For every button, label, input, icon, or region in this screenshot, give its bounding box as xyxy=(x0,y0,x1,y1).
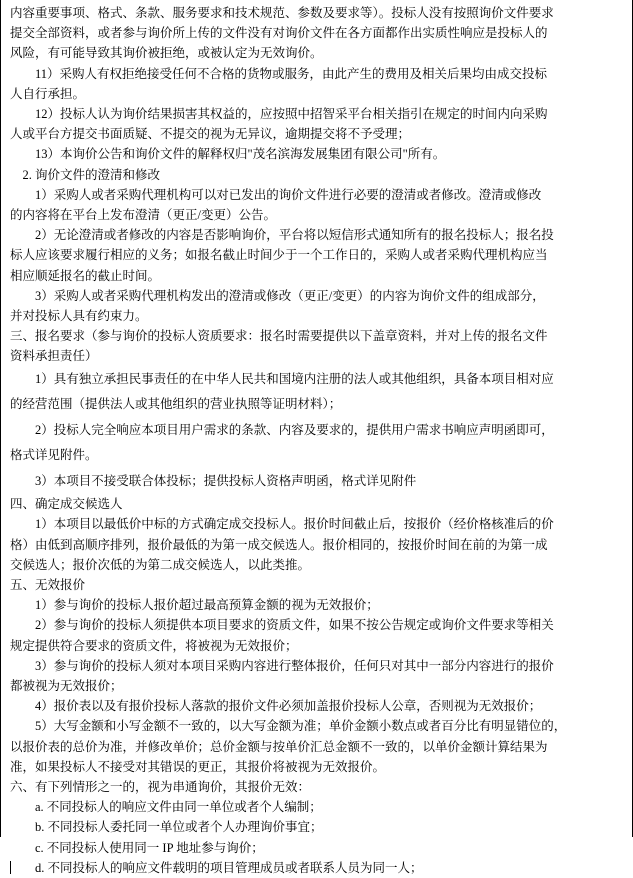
doc-line: 资料承担责任） xyxy=(10,349,98,364)
doc-line: 3）采购人或者采购代理机构发出的澄清或修改（更正/变更）的内容为询价文件的组成部分， xyxy=(10,288,545,303)
doc-line: 内容重要事项、格式、条款、服务要求和技术规范、参数及要求等）。投标人没有按照询价文件要求 xyxy=(10,6,554,20)
doc-line: 2）投标人完全响应本项目用户需求的条款、内容及要求的，提供用户需求书响应声明函即可， xyxy=(10,422,554,437)
doc-line: b. 不同投标人委托同一单位或者个人办理询价事宜； xyxy=(10,820,323,835)
doc-line-with-caret xyxy=(10,858,622,878)
doc-line: 准，如果投标人不接受对其错误的更正，其报价将被视为无效报价。 xyxy=(10,759,386,774)
doc-line: 12）投标人认为询价结果损害其权益的，应按照中招智采平台相关指引在规定的时间内向采购 xyxy=(10,107,548,122)
section-heading-5: 五、无效报价 xyxy=(10,577,86,592)
section-heading-6: 六、有下列情形之一的，视为串通询价，其报价无效： xyxy=(10,780,311,794)
doc-line: 格式详见附件。 xyxy=(10,448,98,463)
doc-line: 交候选人；报价次低的为第二成交候选人，以此类推。 xyxy=(10,557,311,572)
section-heading-4: 四、确定成交候选人 xyxy=(10,497,123,512)
doc-line: 人自行承担。 xyxy=(10,86,86,101)
doc-line: 提交全部资料，或者参与询价所上传的文件没有对询价文件在各方面都作出实质性响应是投标人的 xyxy=(10,26,548,41)
doc-line: 风险，有可能导致其询价被拒绝，或被认定为无效询价。 xyxy=(10,46,323,61)
doc-line: 5）大写金额和小写金额不一致的，以大写金额为准；单价金额小数点或者百分比有明显错位的， xyxy=(10,719,567,734)
doc-line: 4）报价表以及有报价投标人落款的报价文件必须加盖报价投标人公章，否则视为无效报价； xyxy=(10,699,542,714)
doc-line: 3）参与询价的投标人须对本项目采购内容进行整体报价，任何只对其中一部分内容进行的报价 xyxy=(10,658,554,673)
doc-line: 相应顺延报名的截止时间。 xyxy=(10,268,161,283)
doc-line: c. 不同投标人使用同一 IP 地址参与询价； xyxy=(10,840,264,855)
doc-line-text: d. 不同投标人的响应文件载明的项目管理成员或者联系人员为同一人； xyxy=(10,860,423,875)
doc-line: 2）参与询价的投标人须提供本项目要求的资质文件，如果不按公告规定或询价文件要求等相关 xyxy=(10,618,554,633)
doc-line: 2）无论澄清或者修改的内容是否影响询价，平台将以短信形式通知所有的报名投标人；报名投 xyxy=(10,228,554,243)
doc-line: 标人应该要求履行相应的义务；如报名截止时间少于一个工作日的，采购人或者采购代理机构应当 xyxy=(10,248,548,263)
doc-line: 1）采购人或者采购代理机构可以对已发出的询价文件进行必要的澄清或者修改。澄清或修改 xyxy=(10,187,542,202)
doc-line: a. 不同投标人的响应文件由同一单位或者个人编制； xyxy=(10,800,322,815)
doc-line: 11）采购人有权拒绝接受任何不合格的货物或服务，由此产生的费用及相关后果均由成交投标 xyxy=(10,66,548,81)
doc-line: 1）具有独立承担民事责任的在中华人民共和国境内注册的法人或其他组织，具备本项目相对应 xyxy=(10,371,554,386)
doc-line: 1）参与询价的投标人报价超过最高预算金额的视为无效报价； xyxy=(10,598,379,613)
doc-line: 3）本项目不接受联合体投标；提供投标人资格声明函，格式详见附件 xyxy=(10,473,417,488)
doc-line: 以报价表的总价为准，并修改单价；总价金额与按单价汇总金额不一致的，以单价金额计算结果为 xyxy=(10,739,548,754)
doc-line: 并对投标人具有约束力。 xyxy=(10,309,148,324)
doc-line: 1）本项目以最低价中标的方式确定成交投标人。报价时间截止后，按报价（经价格核准后的价 xyxy=(10,517,554,532)
section-heading-3: 三、报名要求（参与询价的投标人资质要求：报名时需要提供以下盖章资料，并对上传的报名文件 xyxy=(10,329,548,344)
doc-line: 人或平台方提交书面质疑、不提交的视为无异议，逾期提交将不予受理； xyxy=(10,127,411,142)
doc-line: 2. 询价文件的澄清和修改 xyxy=(10,167,161,182)
doc-line: 格）由低到高顺序排列，报价最低的为第一成交候选人。报价相同的，按报价时间在前的为第一成 xyxy=(10,537,548,552)
doc-line: 的内容将在平台上发布澄清（更正/变更）公告。 xyxy=(10,208,276,223)
doc-line: 13）本询价公告和询价文件的解释权归"茂名滨海发展集团有限公司"所有。 xyxy=(10,147,446,162)
doc-line: 都被视为无效报价； xyxy=(10,678,123,693)
document-body xyxy=(1,0,632,875)
doc-line: 规定提供符合要求的资质文件，将被视为无效报价； xyxy=(10,638,298,653)
doc-line: 的经营范围（提供法人或其他组织的营业执照等证明材料）； xyxy=(10,397,342,412)
